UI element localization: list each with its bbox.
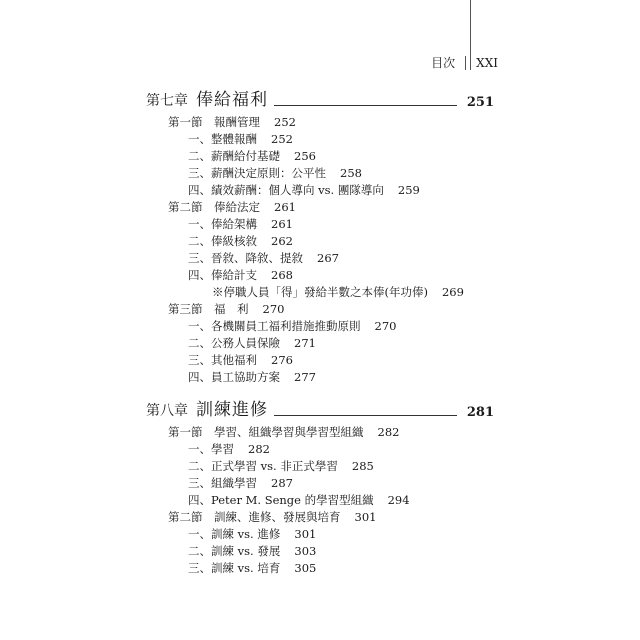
chapter-heading — [146, 398, 494, 420]
header-page-number: XXI — [476, 55, 498, 70]
toc-item: 四、績效薪酬：個人導向 vs. 團隊導向 259 — [188, 183, 420, 197]
chapter-page: 251 — [466, 95, 494, 110]
chapter-title: 訓練進修 — [196, 400, 268, 420]
header-separator — [465, 56, 466, 70]
toc-item: 一、俸給架構 261 — [188, 217, 293, 231]
toc-section: 第三節 福 利 270 — [168, 302, 285, 316]
chapter-rule — [274, 105, 457, 106]
toc-item: 四、員工協助方案 277 — [188, 370, 316, 384]
toc-item: 四、俸給計支 268 — [188, 268, 293, 282]
toc-item: 二、正式學習 vs. 非正式學習 285 — [188, 459, 374, 473]
chapter-heading — [146, 88, 494, 110]
toc-item: 二、俸級核敘 262 — [188, 234, 293, 248]
chapter-page: 281 — [466, 405, 494, 420]
chapter-rule — [274, 415, 457, 416]
running-header — [431, 54, 498, 71]
toc-item: 三、晉敘、降敘、提敘 267 — [188, 251, 339, 265]
chapter-title: 俸給福利 — [196, 90, 268, 110]
header-label: 目次 — [431, 56, 456, 70]
toc-section: 第二節 俸給法定 261 — [168, 200, 296, 214]
toc-subitem: ※停職人員「得」發給半數之本俸(年功俸) 269 — [212, 285, 464, 299]
toc-item: 一、訓練 vs. 進修 301 — [188, 527, 317, 541]
toc-item: 一、整體報酬 252 — [188, 132, 293, 146]
toc-section: 第一節 報酬管理 252 — [168, 115, 296, 129]
toc-item: 一、各機關員工福利措施推動原則 270 — [188, 319, 397, 333]
toc-item: 二、公務人員保險 271 — [188, 336, 316, 350]
toc-item: 一、學習 282 — [188, 442, 270, 456]
chapter-number: 第七章 — [146, 93, 188, 109]
toc-section: 第二節 訓練、進修、發展與培育 301 — [168, 510, 377, 524]
toc-item: 三、訓練 vs. 培育 305 — [188, 561, 317, 575]
toc-item: 二、薪酬給付基礎 256 — [188, 149, 316, 163]
toc-item: 三、薪酬決定原則：公平性 258 — [188, 166, 362, 180]
toc-item: 三、組織學習 287 — [188, 476, 293, 490]
toc-section: 第一節 學習、組織學習與學習型組織 282 — [168, 425, 400, 439]
toc-item: 三、其他福利 276 — [188, 353, 293, 367]
toc-item: 二、訓練 vs. 發展 303 — [188, 544, 317, 558]
toc-item: 四、Peter M. Senge 的學習型組織 294 — [188, 493, 410, 507]
chapter-number: 第八章 — [146, 403, 188, 419]
